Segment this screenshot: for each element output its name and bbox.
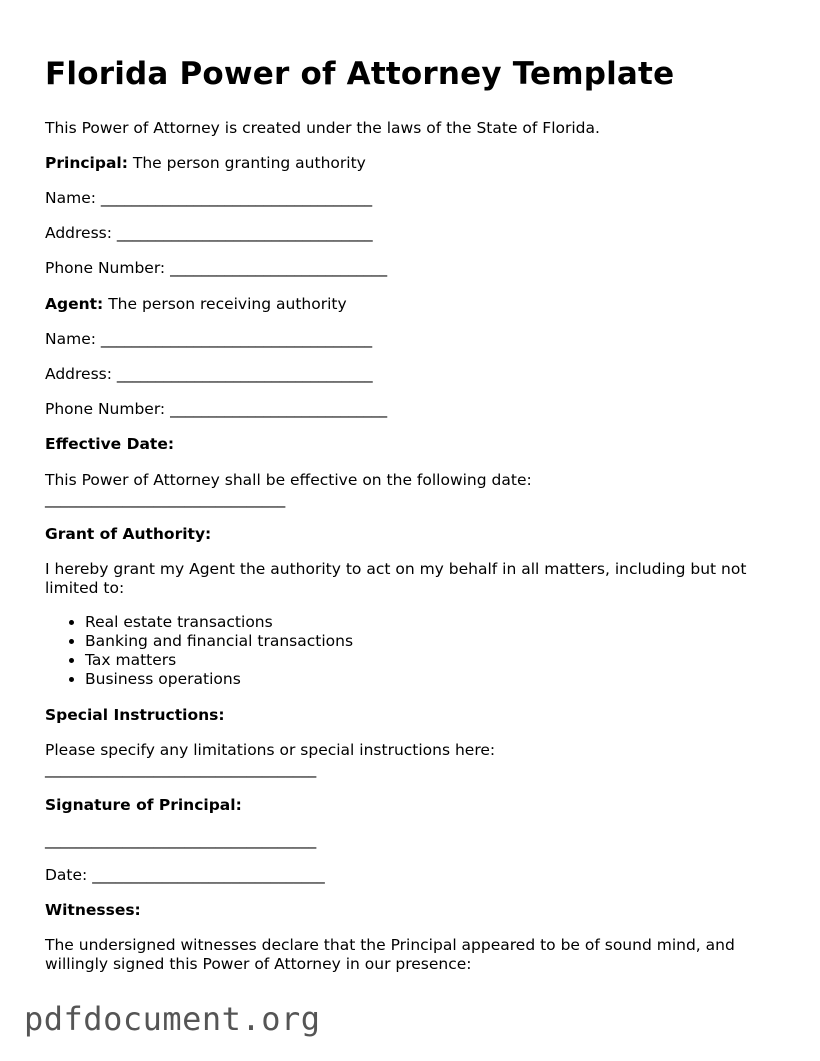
witnesses-heading [45, 901, 141, 920]
grant-heading-text: Grant of Authority: [45, 525, 212, 543]
list-item: • Tax matters [85, 651, 353, 670]
agent-phone-line [45, 400, 387, 419]
principal-description: The person granting authority [132, 154, 366, 172]
principal-name-line [45, 189, 372, 208]
principal-address-line [45, 224, 373, 243]
special-heading [45, 706, 225, 725]
signature-heading [45, 796, 242, 815]
signature-date-line [45, 866, 325, 885]
agent-address-line [45, 365, 373, 384]
agent-description: The person receiving authority [108, 295, 347, 313]
page-title: Florida Power of Attorney Template [45, 56, 675, 92]
grant-list [45, 613, 353, 689]
signature-field[interactable]: ___________________________________ [45, 831, 317, 849]
agent-heading: Agent: [45, 295, 104, 313]
list-item: • Banking and financial transactions [85, 632, 353, 651]
principal-name-field[interactable]: ___________________________________ [100, 189, 373, 207]
agent-address-field[interactable]: _________________________________ [116, 365, 373, 383]
witnesses-text: The undersigned witnesses declare that the Principal appeared to be of sound mind, and willingly signed this Power of Attorney in our presence: [45, 936, 735, 973]
watermark-text: pdfdocument.org [24, 1000, 321, 1038]
principal-phone-field[interactable]: ____________________________ [170, 259, 388, 277]
list-item: • Business operations [85, 670, 353, 689]
special-field[interactable]: ___________________________________ [45, 760, 317, 778]
signature-date-label: Date: [45, 866, 88, 884]
special-text: Please specify any limitations or special instructions here: [45, 741, 496, 759]
agent-phone-field[interactable]: ____________________________ [170, 400, 388, 418]
agent-name-line [45, 330, 372, 349]
intro-text: This Power of Attorney is created under the laws of the State of Florida. [45, 119, 600, 137]
principal-phone-line [45, 259, 387, 278]
effective-date-text: This Power of Attorney shall be effective on the following date: [45, 471, 532, 489]
agent-name-label: Name: [45, 330, 96, 348]
grant-heading [45, 525, 211, 544]
principal-phone-label: Phone Number: [45, 259, 166, 277]
agent-phone-label: Phone Number: [45, 400, 166, 418]
principal-heading-line [45, 154, 366, 173]
effective-date-field[interactable]: _______________________________ [45, 490, 286, 508]
signature-heading-text: Signature of Principal: [45, 796, 242, 814]
grant-text: I hereby grant my Agent the authority to act on my behalf in all matters, including but not limited to: [45, 560, 747, 597]
principal-address-label: Address: [45, 224, 112, 242]
principal-name-label: Name: [45, 189, 96, 207]
agent-address-label: Address: [45, 365, 112, 383]
special-heading-text: Special Instructions: [45, 706, 225, 724]
effective-date-heading [45, 435, 174, 454]
effective-date-heading-text: Effective Date: [45, 435, 175, 453]
agent-heading-line [45, 295, 347, 314]
witnesses-heading-text: Witnesses: [45, 901, 141, 919]
principal-address-field[interactable]: _________________________________ [116, 224, 373, 242]
agent-name-field[interactable]: ___________________________________ [100, 330, 373, 348]
principal-heading: Principal: [45, 154, 128, 172]
signature-date-field[interactable]: ______________________________ [92, 866, 325, 884]
list-item: • Real estate transactions [85, 613, 353, 632]
